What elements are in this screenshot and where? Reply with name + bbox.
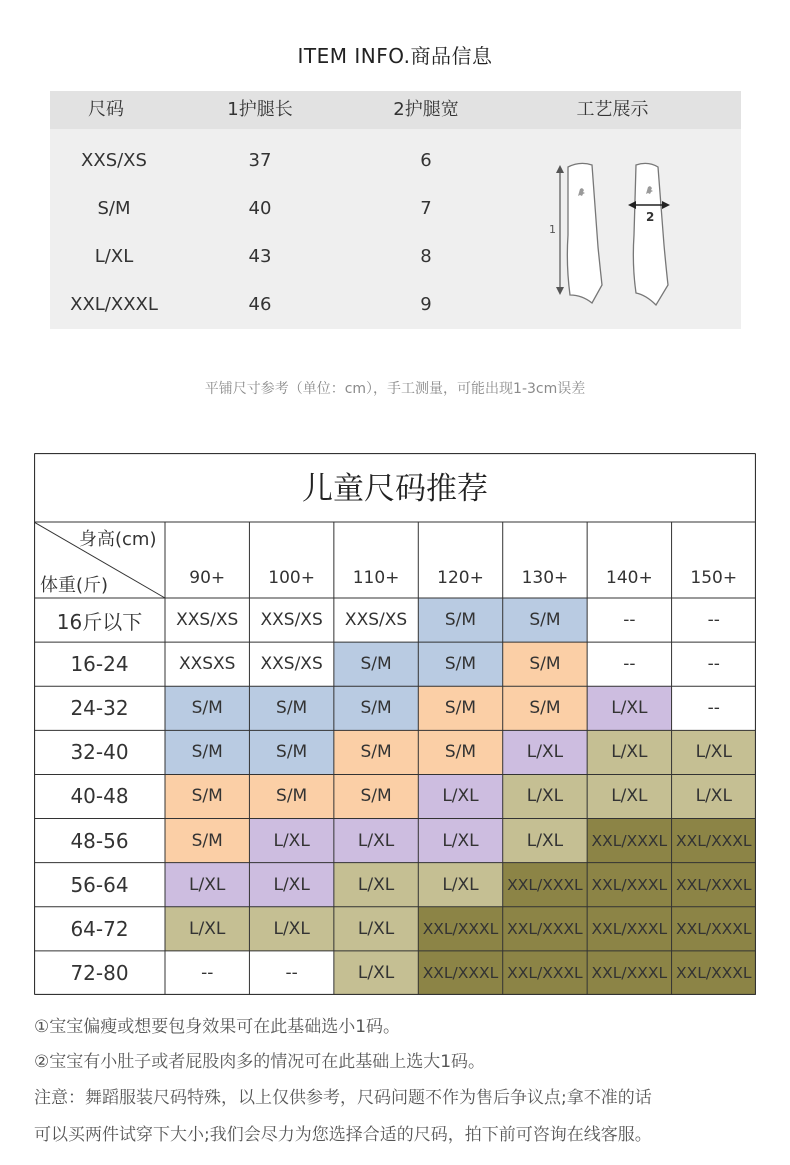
weight-row-header: 40-48 <box>70 784 129 809</box>
row-length: 37 <box>248 150 272 171</box>
size-cell: L/XL <box>587 730 671 774</box>
size-cell: L/XL <box>587 686 671 730</box>
size-cell: S/M <box>503 642 587 686</box>
size-cell: S/M <box>249 774 333 818</box>
size-cell: S/M <box>334 730 418 774</box>
item-info-title: ITEM INFO.商品信息 <box>297 44 493 68</box>
size-info-header <box>50 91 741 129</box>
kids-size-recommendation-table <box>34 453 756 995</box>
weight-row-header: 24-32 <box>70 696 129 721</box>
size-cell: S/M <box>249 730 333 774</box>
measurement-note: 平铺尺寸参考（单位：cm），手工测量，可能出现1-3cm误差 <box>204 381 586 397</box>
row-length: 46 <box>248 294 272 315</box>
size-cell: -- <box>587 642 671 686</box>
size-cell: XXS/XS <box>249 642 333 686</box>
size-cell: XXL/XXXL <box>418 951 502 995</box>
size-cell: XXL/XXXL <box>672 819 756 863</box>
height-column-header: 110+ <box>352 568 400 588</box>
size-cell: XXL/XXXL <box>672 863 756 907</box>
weight-row-header: 16-24 <box>70 652 129 677</box>
size-cell: S/M <box>334 774 418 818</box>
size-cell: S/M <box>418 642 502 686</box>
header-size: 尺码 <box>88 99 124 120</box>
size-cell: L/XL <box>672 774 756 818</box>
size-cell: L/XL <box>503 819 587 863</box>
size-cell: L/XL <box>334 951 418 995</box>
size-cell: -- <box>672 686 756 730</box>
size-cell: L/XL <box>165 863 249 907</box>
weight-axis-label: 体重(斤) <box>40 575 109 596</box>
row-width: 8 <box>420 246 432 267</box>
footer-note-2: ②宝宝有小肚子或者屁股肉多的情况可在此基础上选大1码。 <box>34 1052 486 1072</box>
height-column-header: 90+ <box>189 568 226 588</box>
size-cell: S/M <box>165 819 249 863</box>
size-cell: XXSXS <box>165 642 249 686</box>
row-length: 40 <box>248 198 272 219</box>
size-cell: XXL/XXXL <box>503 951 587 995</box>
size-cell: L/XL <box>334 819 418 863</box>
size-cell: L/XL <box>418 863 502 907</box>
height-column-header: 140+ <box>606 568 653 588</box>
size-cell: L/XL <box>249 819 333 863</box>
row-size: XXL/XXXL <box>70 294 158 315</box>
size-cell: L/XL <box>672 730 756 774</box>
size-cell: S/M <box>334 686 418 730</box>
footer-note-1: ①宝宝偏瘦或想要包身效果可在此基础选小1码。 <box>34 1017 401 1037</box>
length-marker: 1 <box>549 223 556 236</box>
size-cell: XXL/XXXL <box>587 907 671 951</box>
header-width: 2护腿宽 <box>393 99 459 120</box>
size-cell: L/XL <box>165 907 249 951</box>
footer-note-3: 注意：舞蹈服装尺码特殊，以上仅供参考，尺码问题不作为售后争议点;拿不准的话 <box>34 1088 652 1108</box>
size-cell: S/M <box>418 730 502 774</box>
size-cell: XXL/XXXL <box>503 863 587 907</box>
size-cell: XXL/XXXL <box>418 907 502 951</box>
height-column-header: 130+ <box>521 568 569 588</box>
height-column-header: 120+ <box>437 568 484 588</box>
size-cell: XXS/XS <box>249 598 333 642</box>
weight-row-header: 56-64 <box>70 872 129 897</box>
height-column-header: 150+ <box>690 568 738 588</box>
recommendation-title: 儿童尺码推荐 <box>302 471 488 507</box>
size-cell: XXL/XXXL <box>503 907 587 951</box>
weight-row-header: 64-72 <box>70 916 129 941</box>
row-width: 9 <box>420 294 432 315</box>
size-cell: S/M <box>165 774 249 818</box>
size-cell: XXS/XS <box>334 598 418 642</box>
size-cell: S/M <box>418 598 502 642</box>
size-cell: L/XL <box>334 863 418 907</box>
size-cell: L/XL <box>249 907 333 951</box>
weight-row-header: 72-80 <box>70 960 129 985</box>
row-size: L/XL <box>94 246 134 267</box>
height-axis-label: 身高(cm) <box>79 529 157 550</box>
weight-row-header: 48-56 <box>70 828 129 853</box>
size-cell: -- <box>672 598 756 642</box>
table-grid-lines <box>34 453 756 995</box>
leg-warmer-right <box>633 163 668 305</box>
header-length: 1护腿长 <box>227 99 293 120</box>
size-cell: L/XL <box>418 819 502 863</box>
size-cell: XXL/XXXL <box>672 907 756 951</box>
size-cell: S/M <box>418 686 502 730</box>
size-cell: S/M <box>165 730 249 774</box>
size-cell: XXL/XXXL <box>587 819 671 863</box>
weight-row-header: 32-40 <box>70 740 129 765</box>
size-cell: XXL/XXXL <box>587 863 671 907</box>
row-width: 7 <box>420 198 432 219</box>
header-craft: 工艺展示 <box>576 99 649 120</box>
size-cell: XXL/XXXL <box>672 951 756 995</box>
size-cell: -- <box>672 642 756 686</box>
size-cell: L/XL <box>249 863 333 907</box>
size-cell: L/XL <box>503 730 587 774</box>
size-cell: S/M <box>249 686 333 730</box>
size-cell: L/XL <box>418 774 502 818</box>
size-cell: -- <box>249 951 333 995</box>
size-cell: S/M <box>165 686 249 730</box>
size-cell: S/M <box>503 598 587 642</box>
size-cell: XXL/XXXL <box>587 951 671 995</box>
size-cell: L/XL <box>587 774 671 818</box>
weight-row-header: 16斤以下 <box>56 609 143 634</box>
row-length: 43 <box>248 246 272 267</box>
footer-note-4: 可以买两件试穿下大小;我们会尽力为您选择合适的尺码，拍下前可咨询在线客服。 <box>34 1125 652 1145</box>
size-cell: L/XL <box>503 774 587 818</box>
size-cell: -- <box>165 951 249 995</box>
size-cell: S/M <box>334 642 418 686</box>
size-cell: XXS/XS <box>165 598 249 642</box>
width-marker: 2 <box>646 210 655 224</box>
size-cell: S/M <box>503 686 587 730</box>
leg-warmer-left <box>567 163 602 303</box>
row-size: S/M <box>97 198 131 219</box>
leg-warmer-illustration <box>540 155 680 315</box>
height-column-header: 100+ <box>268 568 315 588</box>
size-cell: L/XL <box>334 907 418 951</box>
row-width: 6 <box>420 150 432 171</box>
row-size: XXS/XS <box>81 150 147 171</box>
size-cell: -- <box>587 598 671 642</box>
